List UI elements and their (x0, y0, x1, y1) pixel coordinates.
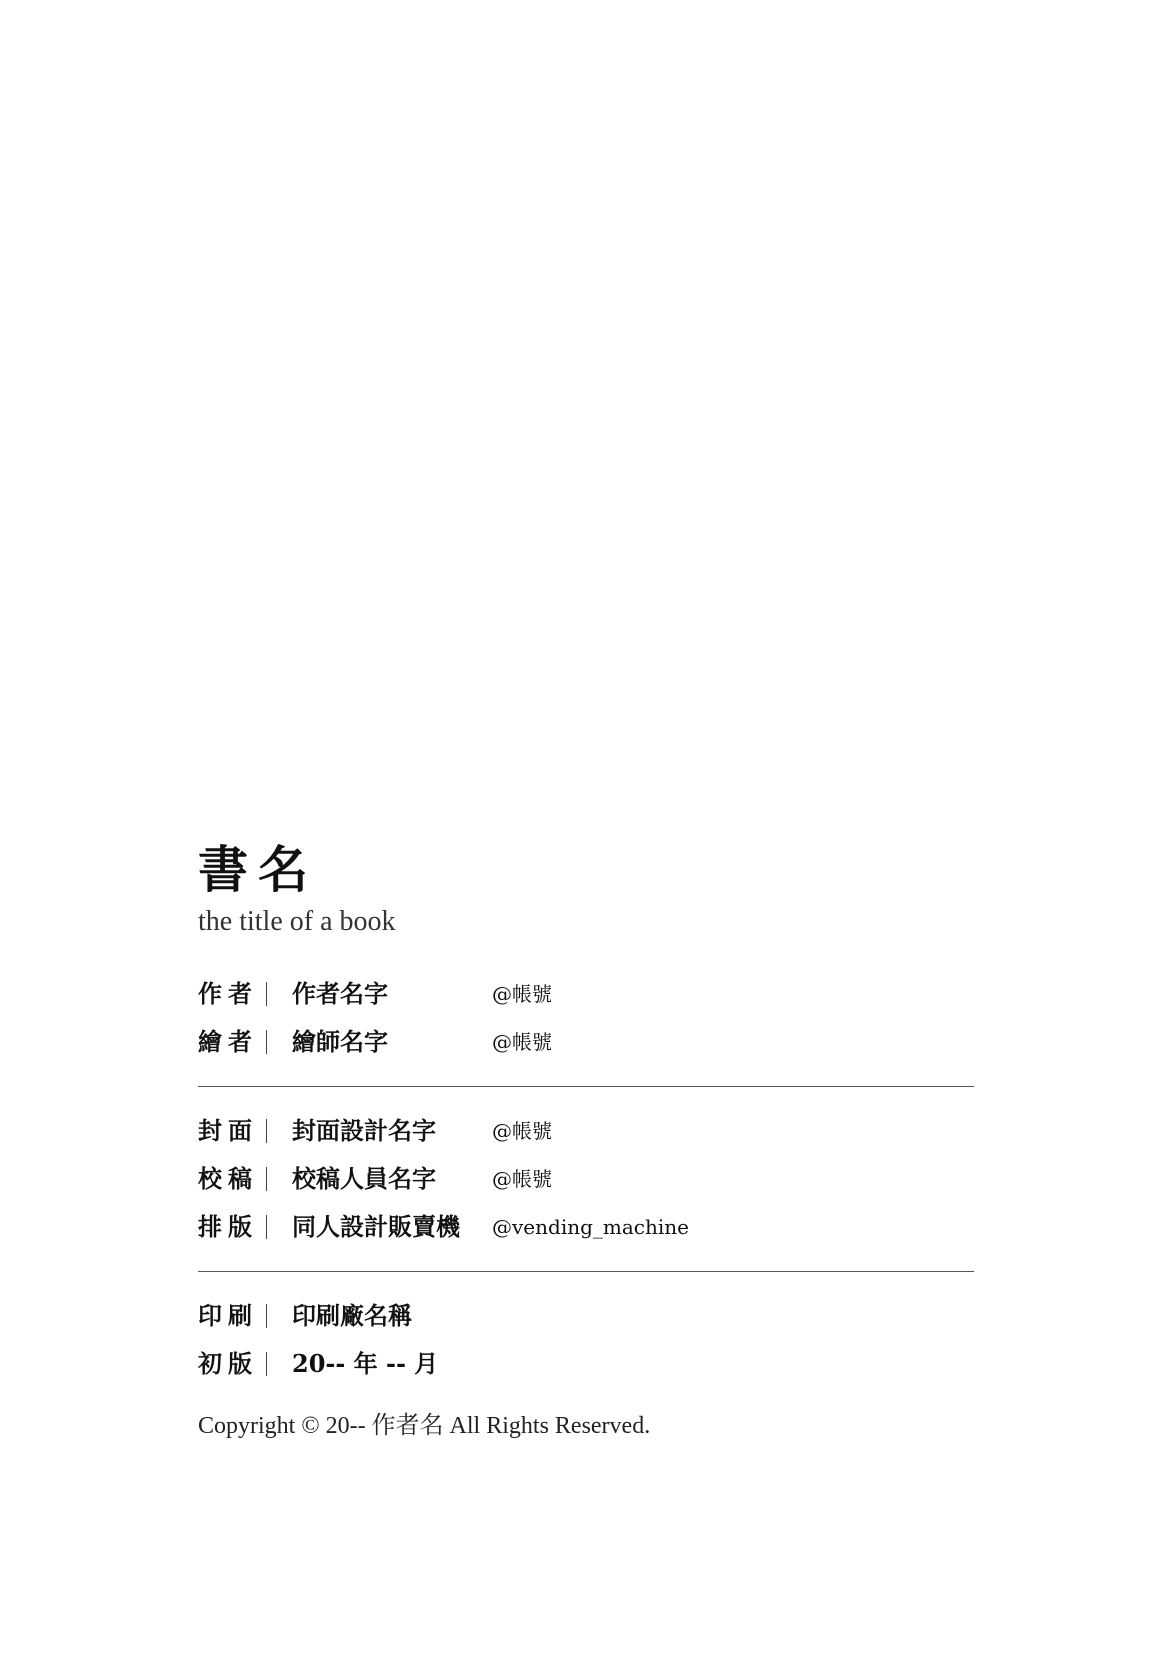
divider (266, 1215, 267, 1239)
credit-account: @帳號 (492, 982, 552, 1006)
credit-role: 排版 (198, 1212, 258, 1241)
credit-row-first-edition (198, 1340, 974, 1388)
divider (266, 1030, 267, 1054)
divider (266, 1352, 267, 1376)
colophon (198, 840, 974, 1442)
credit-row-proofreading (198, 1155, 974, 1203)
credit-account: @帳號 (492, 1119, 552, 1143)
credit-role: 繪者 (198, 1027, 258, 1056)
credit-row-author (198, 970, 974, 1018)
credit-name: 繪師名字 (292, 1027, 388, 1056)
credit-name: 20-- 年 -- 月 (292, 1349, 439, 1378)
credit-role: 校稿 (198, 1164, 258, 1193)
credit-account: @帳號 (492, 1030, 552, 1054)
credit-row-illustrator (198, 1018, 974, 1066)
credit-name: 同人設計販賣機 (292, 1212, 460, 1241)
credit-name: 校稿人員名字 (292, 1164, 436, 1193)
credit-name: 封面設計名字 (292, 1116, 436, 1145)
divider (266, 982, 267, 1006)
credit-role: 印刷 (198, 1301, 258, 1330)
book-subtitle: the title of a book (198, 906, 396, 937)
credit-account: @帳號 (492, 1167, 552, 1191)
credit-account: @vending_machine (492, 1215, 689, 1239)
credit-row-printer (198, 1292, 974, 1340)
section-divider (198, 1271, 974, 1272)
credit-name: 印刷廠名稱 (292, 1301, 412, 1330)
copyright-notice: Copyright © 20-- 作者名 All Rights Reserved. (198, 1413, 651, 1439)
credit-role: 封面 (198, 1116, 258, 1145)
credit-row-typesetting (198, 1203, 974, 1251)
credit-role: 作者 (198, 979, 258, 1008)
divider (266, 1167, 267, 1191)
section-divider (198, 1086, 974, 1087)
credit-name: 作者名字 (292, 979, 388, 1008)
book-title: 書名 (198, 840, 318, 899)
credits-group-creators (198, 970, 974, 1066)
divider (266, 1304, 267, 1328)
credits-group-production (198, 1107, 974, 1251)
credits-group-printing (198, 1292, 974, 1388)
credit-row-cover (198, 1107, 974, 1155)
credit-role: 初版 (198, 1349, 258, 1378)
divider (266, 1119, 267, 1143)
